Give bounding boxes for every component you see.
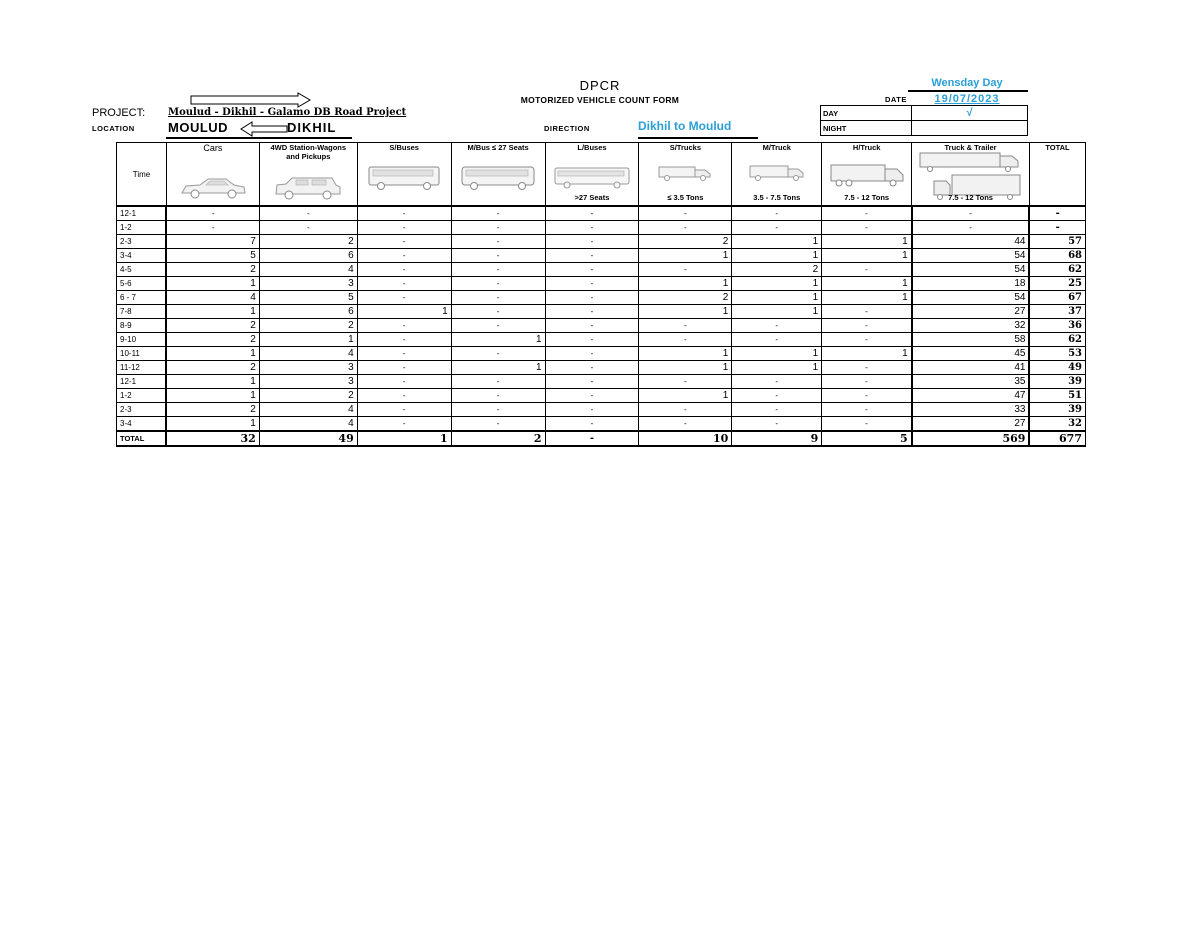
org-title: DPCR xyxy=(579,78,621,93)
count-cell: 4 xyxy=(259,403,357,417)
count-cell: - xyxy=(639,375,732,389)
count-cell: - xyxy=(545,277,639,291)
time-cell: 12-1 xyxy=(117,206,167,221)
count-cell: 4 xyxy=(259,263,357,277)
count-cell: 54 xyxy=(912,291,1030,305)
count-cell: 3 xyxy=(259,361,357,375)
count-cell: - xyxy=(822,417,912,432)
count-cell: 1 xyxy=(639,361,732,375)
count-cell: - xyxy=(357,221,451,235)
count-cell: 10 xyxy=(639,431,732,446)
count-cell: - xyxy=(545,291,639,305)
count-cell: 1 xyxy=(822,235,912,249)
total-cell: 32 xyxy=(1029,417,1085,432)
count-cell: 1 xyxy=(166,277,259,291)
date-value: 19/07/2023 xyxy=(934,93,1000,105)
count-cell: - xyxy=(545,347,639,361)
night-label: NIGHT xyxy=(821,121,912,136)
table-row xyxy=(117,417,1086,432)
location-underline xyxy=(166,137,352,139)
time-cell: 8-9 xyxy=(117,319,167,333)
table-row xyxy=(117,375,1086,389)
time-cell: 7-8 xyxy=(117,305,167,319)
count-cell: 18 xyxy=(912,277,1030,291)
count-cell: 1 xyxy=(639,389,732,403)
count-cell: - xyxy=(357,249,451,263)
total-cell: 36 xyxy=(1029,319,1085,333)
count-cell: - xyxy=(732,389,822,403)
count-cell: - xyxy=(451,277,545,291)
col-medium-truck: M/Truck 3.5 - 7.5 Tons xyxy=(732,143,822,207)
count-cell: 1 xyxy=(451,333,545,347)
total-cell: 68 xyxy=(1029,249,1085,263)
count-cell: 1 xyxy=(639,305,732,319)
count-table xyxy=(116,142,1086,447)
project-name: Moulud - Dikhil - Galamo DB Road Project xyxy=(168,107,407,118)
time-cell: 1-2 xyxy=(117,221,167,235)
count-cell: - xyxy=(451,417,545,432)
count-cell: 44 xyxy=(912,235,1030,249)
count-cell: - xyxy=(451,305,545,319)
count-cell: - xyxy=(732,333,822,347)
table-row xyxy=(117,319,1086,333)
count-cell: - xyxy=(912,206,1030,221)
count-cell: 1 xyxy=(822,277,912,291)
weekday-line xyxy=(908,90,1028,92)
count-cell: - xyxy=(545,263,639,277)
col-heavy-truck: H/Truck 7.5 - 12 Tons xyxy=(822,143,912,207)
col-medium-bus: M/Bus ≤ 27 Seats xyxy=(451,143,545,207)
total-cell: 49 xyxy=(1029,361,1085,375)
count-cell: 5 xyxy=(259,291,357,305)
count-cell: - xyxy=(822,305,912,319)
count-cell: 45 xyxy=(912,347,1030,361)
count-cell: - xyxy=(451,249,545,263)
right-arrow-icon xyxy=(190,92,312,108)
car-icon xyxy=(178,175,248,201)
count-cell: - xyxy=(545,319,639,333)
medium-bus-icon xyxy=(460,165,536,191)
count-cell: 2 xyxy=(451,431,545,446)
count-cell: - xyxy=(357,319,451,333)
count-cell: 2 xyxy=(166,319,259,333)
count-cell: 1 xyxy=(639,277,732,291)
count-cell: 1 xyxy=(166,375,259,389)
count-cell: - xyxy=(357,206,451,221)
location-label: LOCATION xyxy=(92,124,135,133)
table-row xyxy=(117,347,1086,361)
left-arrow-icon xyxy=(240,121,288,137)
total-cell: 37 xyxy=(1029,305,1085,319)
medium-truck-weight: 3.5 - 7.5 Tons xyxy=(753,193,801,202)
total-cell: 39 xyxy=(1029,375,1085,389)
count-cell: - xyxy=(357,417,451,432)
count-cell: 1 xyxy=(732,361,822,375)
small-truck-weight: ≤ 3.5 Tons xyxy=(667,193,704,202)
count-cell: 1 xyxy=(732,235,822,249)
count-cell: - xyxy=(545,249,639,263)
count-cell: - xyxy=(166,206,259,221)
count-cell: - xyxy=(357,333,451,347)
table-row xyxy=(117,263,1086,277)
count-cell: 2 xyxy=(259,235,357,249)
day-check: √ xyxy=(912,106,1028,121)
count-cell: - xyxy=(639,417,732,432)
count-cell: - xyxy=(822,361,912,375)
count-cell: - xyxy=(357,403,451,417)
table-row xyxy=(117,277,1086,291)
count-cell: 54 xyxy=(912,263,1030,277)
count-cell: 5 xyxy=(166,249,259,263)
table-row xyxy=(117,403,1086,417)
table-row xyxy=(117,235,1086,249)
count-cell: - xyxy=(822,403,912,417)
date-label: DATE xyxy=(885,95,907,104)
count-cell: - xyxy=(732,375,822,389)
direction-value: Dikhil to Moulud xyxy=(638,119,732,133)
count-cell: - xyxy=(732,206,822,221)
count-cell: 4 xyxy=(166,291,259,305)
count-cell: - xyxy=(545,361,639,375)
count-cell: 1 xyxy=(451,361,545,375)
count-cell: - xyxy=(451,291,545,305)
count-cell: 2 xyxy=(166,361,259,375)
table-row xyxy=(117,305,1086,319)
count-cell: 58 xyxy=(912,333,1030,347)
count-cell: - xyxy=(822,375,912,389)
count-cell: - xyxy=(732,221,822,235)
count-cell: - xyxy=(822,389,912,403)
count-cell: 35 xyxy=(912,375,1030,389)
table-row xyxy=(117,333,1086,347)
count-cell: - xyxy=(639,263,732,277)
count-cell: 3 xyxy=(259,375,357,389)
total-cell: - xyxy=(1029,221,1085,235)
table-row xyxy=(117,389,1086,403)
location-from: MOULUD xyxy=(168,120,229,135)
col-4wd: 4WD Station-Wagons and Pickups xyxy=(259,143,357,207)
count-cell: - xyxy=(822,221,912,235)
total-cell: 677 xyxy=(1029,431,1085,446)
count-cell: - xyxy=(451,347,545,361)
4wd-icon xyxy=(272,175,344,201)
count-cell: - xyxy=(545,417,639,432)
count-cell: - xyxy=(732,319,822,333)
count-cell: - xyxy=(357,291,451,305)
count-cell: - xyxy=(912,221,1030,235)
count-cell: - xyxy=(451,221,545,235)
count-cell: 1 xyxy=(639,249,732,263)
total-cell: 51 xyxy=(1029,389,1085,403)
time-cell: 3-4 xyxy=(117,417,167,432)
count-cell: - xyxy=(732,417,822,432)
total-cell: - xyxy=(1029,206,1085,221)
small-bus-icon xyxy=(367,165,441,191)
direction-label: DIRECTION xyxy=(544,124,590,133)
count-cell: - xyxy=(545,305,639,319)
count-cell: 1 xyxy=(822,291,912,305)
count-cell: 1 xyxy=(357,431,451,446)
count-cell: - xyxy=(639,221,732,235)
time-cell: 4-5 xyxy=(117,263,167,277)
total-cell: 53 xyxy=(1029,347,1085,361)
count-cell: 1 xyxy=(166,305,259,319)
day-label: DAY xyxy=(821,106,912,121)
count-cell: 33 xyxy=(912,403,1030,417)
col-large-buses: L/Buses >27 Seats xyxy=(545,143,639,207)
count-cell: 6 xyxy=(259,249,357,263)
col-total: TOTAL xyxy=(1029,143,1085,207)
time-cell: 12-1 xyxy=(117,375,167,389)
count-cell: - xyxy=(259,206,357,221)
count-cell: 2 xyxy=(166,403,259,417)
count-cell: - xyxy=(822,319,912,333)
count-cell: 1 xyxy=(732,305,822,319)
table-header-row xyxy=(117,143,1086,207)
time-cell: 3-4 xyxy=(117,249,167,263)
totals-row xyxy=(117,431,1086,446)
table-row xyxy=(117,249,1086,263)
total-cell: 67 xyxy=(1029,291,1085,305)
table-row xyxy=(117,221,1086,235)
count-cell: 3 xyxy=(259,277,357,291)
count-cell: - xyxy=(822,206,912,221)
col-truck-trailer: Truck & Trailer 7.5 - 12 Tons xyxy=(912,143,1030,207)
count-cell: 2 xyxy=(732,263,822,277)
col-time: Time xyxy=(117,143,167,207)
count-cell: - xyxy=(639,206,732,221)
count-cell: - xyxy=(357,375,451,389)
count-cell: 32 xyxy=(912,319,1030,333)
count-cell: - xyxy=(357,263,451,277)
count-cell: 2 xyxy=(259,389,357,403)
count-cell: 1 xyxy=(166,347,259,361)
table-row xyxy=(117,361,1086,375)
night-check xyxy=(912,121,1028,136)
count-cell: - xyxy=(166,221,259,235)
col-small-trucks: S/Trucks ≤ 3.5 Tons xyxy=(639,143,732,207)
count-cell: 27 xyxy=(912,417,1030,432)
count-cell: - xyxy=(545,389,639,403)
table-row xyxy=(117,291,1086,305)
heavy-truck-weight: 7.5 - 12 Tons xyxy=(844,193,890,202)
form-title: MOTORIZED VEHICLE COUNT FORM xyxy=(520,95,680,105)
total-cell: 62 xyxy=(1029,333,1085,347)
count-cell: - xyxy=(639,333,732,347)
project-label: PROJECT: xyxy=(92,107,146,119)
count-cell: 27 xyxy=(912,305,1030,319)
direction-underline xyxy=(638,137,758,139)
count-cell: 1 xyxy=(732,277,822,291)
count-cell: - xyxy=(639,319,732,333)
count-cell: - xyxy=(545,206,639,221)
large-bus-icon xyxy=(553,165,631,191)
count-cell: - xyxy=(451,235,545,249)
count-cell: - xyxy=(357,235,451,249)
count-cell: 1 xyxy=(732,249,822,263)
count-cell: - xyxy=(357,347,451,361)
small-truck-icon xyxy=(657,163,713,183)
count-cell: - xyxy=(545,333,639,347)
time-cell: 11-12 xyxy=(117,361,167,375)
count-cell: 7 xyxy=(166,235,259,249)
total-cell: 25 xyxy=(1029,277,1085,291)
count-cell: - xyxy=(357,389,451,403)
count-cell: 9 xyxy=(732,431,822,446)
count-cell: 4 xyxy=(259,417,357,432)
count-cell: 2 xyxy=(259,319,357,333)
total-cell: 39 xyxy=(1029,403,1085,417)
count-cell: 569 xyxy=(912,431,1030,446)
medium-truck-icon xyxy=(748,163,806,183)
count-cell: - xyxy=(451,389,545,403)
time-cell: TOTAL xyxy=(117,431,167,446)
count-cell: 1 xyxy=(639,347,732,361)
count-cell: - xyxy=(259,221,357,235)
count-cell: - xyxy=(545,375,639,389)
count-cell: - xyxy=(451,263,545,277)
location-to: DIKHIL xyxy=(287,120,337,135)
time-cell: 6 - 7 xyxy=(117,291,167,305)
count-cell: 1 xyxy=(732,291,822,305)
count-cell: 1 xyxy=(822,249,912,263)
count-cell: 47 xyxy=(912,389,1030,403)
total-cell: 57 xyxy=(1029,235,1085,249)
count-cell: 32 xyxy=(166,431,259,446)
count-cell: - xyxy=(822,333,912,347)
count-cell: - xyxy=(545,221,639,235)
count-cell: - xyxy=(732,403,822,417)
count-cell: 49 xyxy=(259,431,357,446)
large-bus-seats: >27 Seats xyxy=(574,193,610,202)
count-cell: 54 xyxy=(912,249,1030,263)
time-cell: 9-10 xyxy=(117,333,167,347)
col-small-buses: S/Buses xyxy=(357,143,451,207)
total-cell: 62 xyxy=(1029,263,1085,277)
heavy-truck-icon xyxy=(829,163,905,189)
count-cell: 1 xyxy=(259,333,357,347)
count-cell: 5 xyxy=(822,431,912,446)
count-cell: - xyxy=(822,263,912,277)
time-cell: 2-3 xyxy=(117,235,167,249)
col-cars: Cars xyxy=(166,143,259,207)
count-cell: 2 xyxy=(166,263,259,277)
time-cell: 1-2 xyxy=(117,389,167,403)
count-cell: - xyxy=(545,431,639,446)
time-cell: 5-6 xyxy=(117,277,167,291)
count-cell: - xyxy=(357,361,451,375)
weekday-value: Wensday Day xyxy=(931,77,1003,89)
count-cell: 2 xyxy=(639,235,732,249)
count-cell: - xyxy=(451,319,545,333)
count-cell: 1 xyxy=(732,347,822,361)
count-cell: - xyxy=(451,375,545,389)
count-cell: - xyxy=(545,235,639,249)
count-cell: 4 xyxy=(259,347,357,361)
count-cell: - xyxy=(545,403,639,417)
count-cell: - xyxy=(639,403,732,417)
count-cell: 1 xyxy=(166,417,259,432)
count-cell: 6 xyxy=(259,305,357,319)
count-cell: 2 xyxy=(166,333,259,347)
table-row xyxy=(117,206,1086,221)
count-cell: 1 xyxy=(166,389,259,403)
count-cell: 1 xyxy=(822,347,912,361)
truck-trailer-weight: 7.5 - 12 Tons xyxy=(948,193,993,202)
count-cell: - xyxy=(451,403,545,417)
time-cell: 10-11 xyxy=(117,347,167,361)
count-cell: - xyxy=(451,206,545,221)
time-cell: 2-3 xyxy=(117,403,167,417)
day-night-box xyxy=(820,105,1028,136)
count-cell: 41 xyxy=(912,361,1030,375)
count-cell: - xyxy=(357,277,451,291)
count-cell: 2 xyxy=(639,291,732,305)
count-cell: 1 xyxy=(357,305,451,319)
table-body xyxy=(117,206,1086,446)
